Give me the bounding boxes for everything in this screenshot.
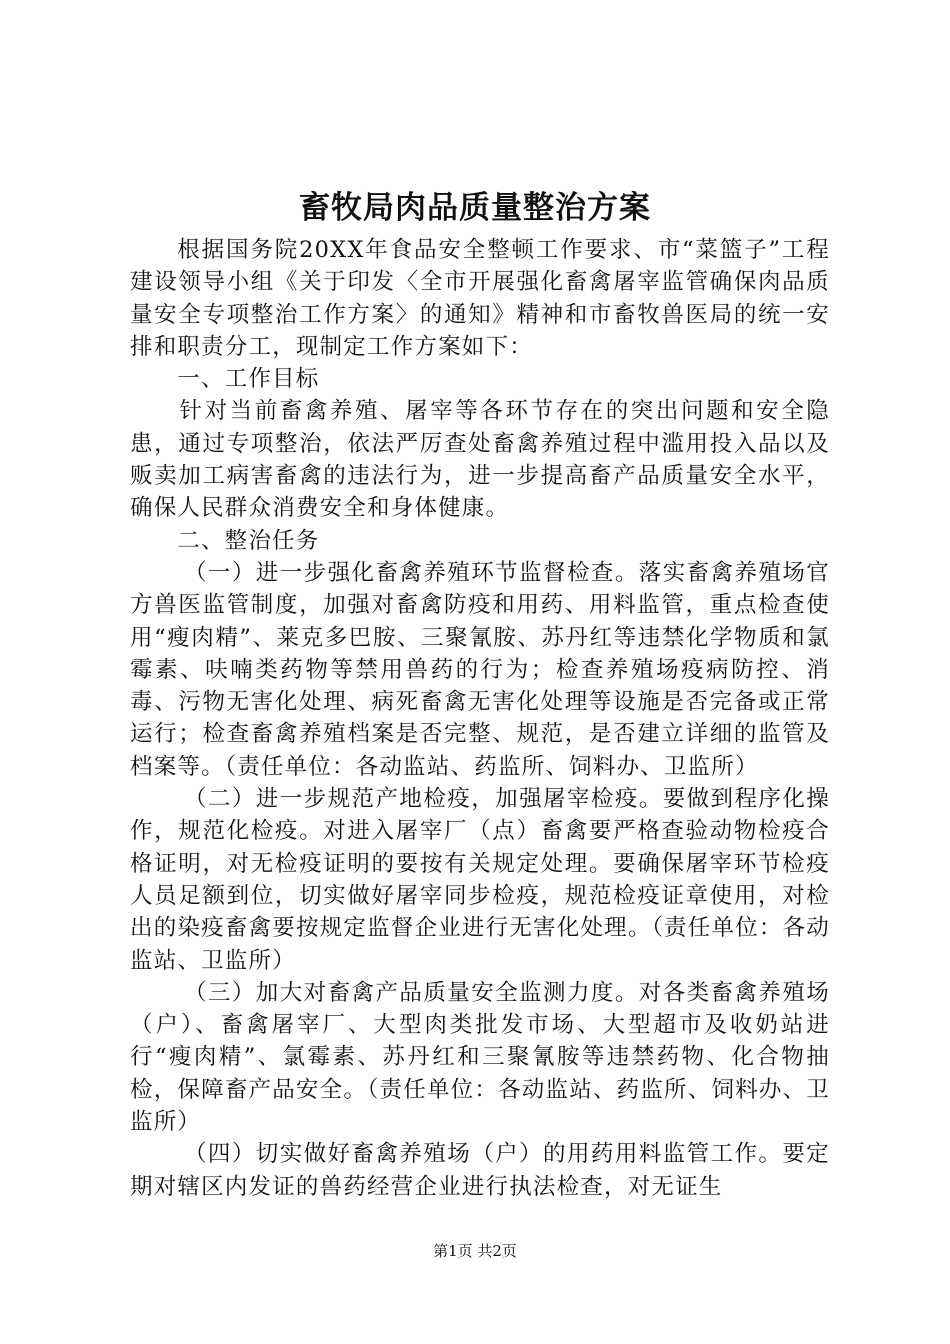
document-body xyxy=(130,234,830,1203)
task-1-paragraph: （一）进一步强化畜禽养殖环节监督检查。落实畜禽养殖场官方兽医监管制度，加强对畜禽防疫和用药、用料监管，重点检查使用“瘦肉精”、莱克多巴胺、三聚氰胺、苏丹红等违禁化学物质和氯霉素、呋喃类药物等禁用兽药的行为；检查养殖场疫病防控、消毒、污物无害化处理、病死畜禽无害化处理等设施是否完备或正常运行；检查畜禽养殖档案是否完整、规范，是否建立详细的监管及档案等。（责任单位：各动监站、药监所、饲料办、卫监所） xyxy=(130,559,830,780)
document-title: 畜牧局肉品质量整治方案 xyxy=(299,190,651,226)
section-2-heading: 二、整治任务 xyxy=(177,527,320,554)
page-number-footer: 第1页 共2页 xyxy=(433,1242,517,1260)
task-3-paragraph: （三）加大对畜禽产品质量安全监测力度。对各类畜禽养殖场（户）、畜禽屠宰厂、大型肉类批发市场、大型超市及收奶站进行“瘦肉精”、氯霉素、苏丹红和三聚氰胺等违禁药物、化合物抽检，保障畜产品安全。（责任单位：各动监站、药监所、饲料办、卫监所） xyxy=(130,979,830,1136)
section-1-heading: 一、工作目标 xyxy=(177,366,320,393)
section-1-paragraph: 针对当前畜禽养殖、屠宰等各环节存在的突出问题和安全隐患，通过专项整治，依法严厉查处畜禽养殖过程中滥用投入品以及贩卖加工病害畜禽的违法行为，进一步提高畜产品质量安全水平，确保人民群众消费安全和身体健康。 xyxy=(130,398,830,522)
intro-paragraph: 根据国务院20XX年食品安全整顿工作要求、市“菜篮子”工程建设领导小组《关于印发〈全市开展强化畜禽屠宰监管确保肉品质量安全专项整治工作方案〉的通知》精神和市畜牧兽医局的统一安排和职责分工，现制定工作方案如下： xyxy=(130,237,830,360)
task-4-paragraph: （四）切实做好畜禽养殖场（户）的用药用料监管工作。要定期对辖区内发证的兽药经营企业进行执法检查，对无证生 xyxy=(130,1141,830,1200)
task-2-paragraph: （二）进一步规范产地检疫，加强屠宰检疫。要做到程序化操作，规范化检疫。对进入屠宰厂（点）畜禽要严格查验动物检疫合格证明，对无检疫证明的要按有关规定处理。要确保屠宰环节检疫人员足额到位，切实做好屠宰同步检疫，规范检疫证章使用，对检出的染疫畜禽要按规定监督企业进行无害化处理。（责任单位：各动监站、卫监所） xyxy=(130,786,830,974)
